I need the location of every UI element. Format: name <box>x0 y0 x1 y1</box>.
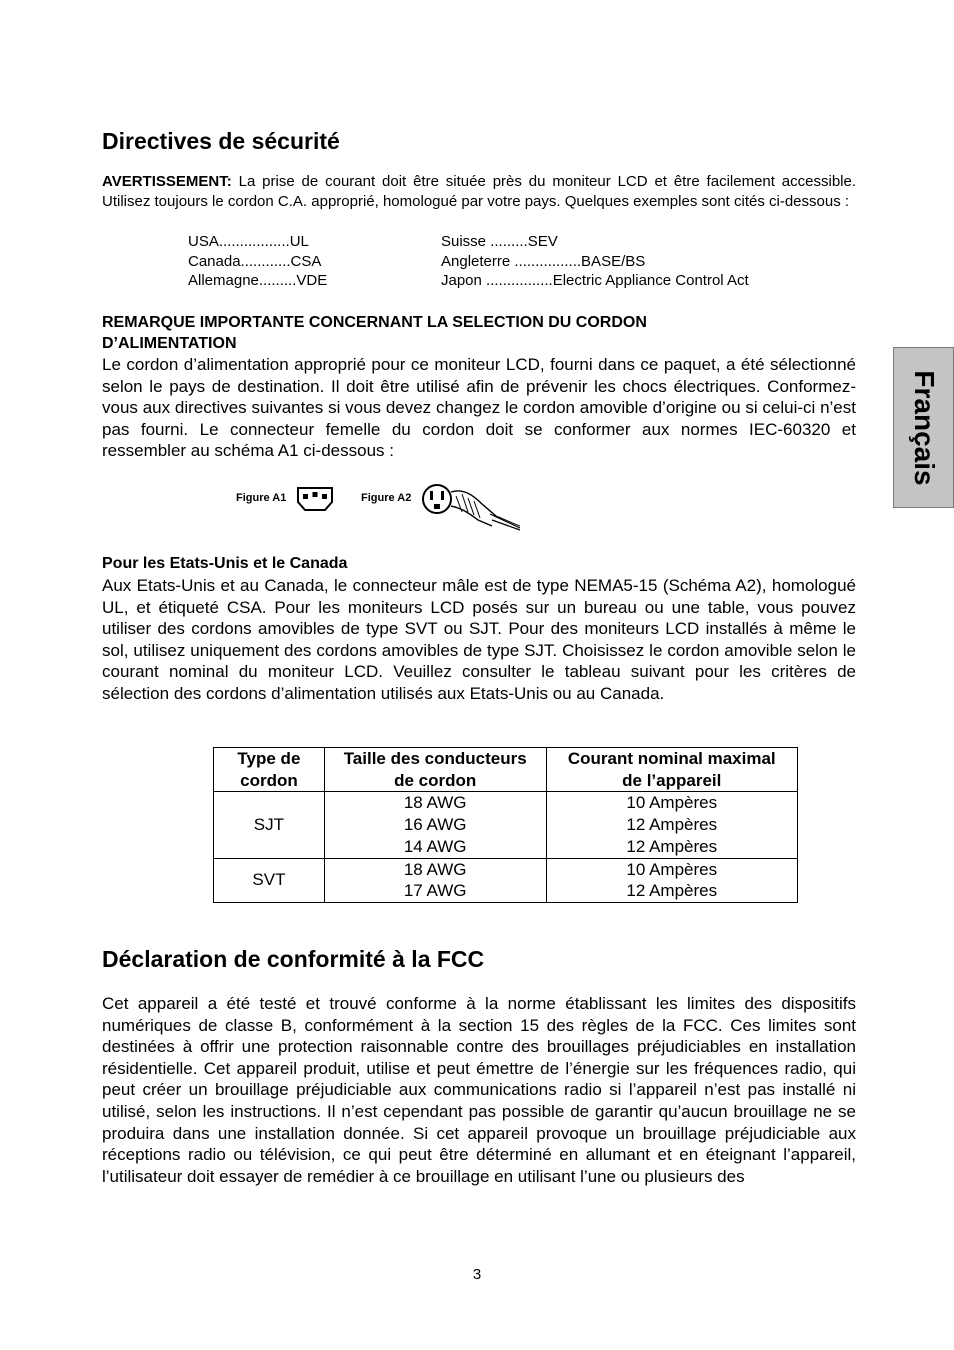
header-cord-type: Type de cordon <box>214 748 325 792</box>
cord-selection-table <box>213 747 798 903</box>
conductor-size-cell: 18 AWG 16 AWG 14 AWG <box>324 792 546 858</box>
figure-a2-label: Figure A2 <box>361 492 412 504</box>
usa-heading: Pour les Etats-Unis et le Canada <box>102 555 348 572</box>
warning-text: La prise de courant doit être située près du moniteur LCD et être facilement accessible. Utilisez toujours le cordon C.A. approprié, homologué par votre pays. Quelques exemples sont cités ci-dessous : <box>102 173 856 210</box>
language-tab-label: Français <box>908 369 940 486</box>
country-germany: Allemagne.........VDE <box>188 272 328 289</box>
table-row <box>214 792 798 858</box>
usa-paragraph: Aux Etats-Unis et au Canada, le connecteur mâle est de type NEMA5-15 (Schéma A2), homologué UL, et étiqueté CSA. Pour les moniteurs LCD posés sur un bureau ou une table, vous pouvez utiliser des cordons amovibles de type SVT ou SJT. Pour des moniteurs LCD installés à même le sol, utilisez uniquement des cordons amovibles de type SJT. Choisissez le cordon amovible selon le courant nominal du moniteur LCD. Veuillez consulter le tableau suivant pour les critères de sélection des cordons d’alimentation utilisés aux Etats-Unis ou au Canada. <box>102 576 856 703</box>
current-rating-cell: 10 Ampères 12 Ampères <box>546 858 798 902</box>
country-switzerland: Suisse .........SEV <box>441 233 558 250</box>
figure-a1-label: Figure A1 <box>236 492 287 504</box>
conductor-size-cell: 18 AWG 17 AWG <box>324 858 546 902</box>
country-canada: Canada............CSA <box>188 253 322 270</box>
warning-paragraph <box>102 172 856 212</box>
country-usa: USA.................UL <box>188 233 309 250</box>
fcc-paragraph: Cet appareil a été testé et trouvé conforme à la norme établissant les limites des dispositifs numériques de classe B, conformément à la section 15 des règles de la FCC. Ces limites sont destinées à offrir une protection raisonnable contre des brouillages préjudiciables en installation résidentielle. Cet appareil produit, utilise et peut émettre de l’énergie sur les fréquences radio, qui peut créer un brouillage préjudiciable aux communications radio si l’appareil n’est pas installé ni utilisé, selon les instructions. Il n’est cependant pas possible de garantir qu’aucun brouillage ne se produira dans une installation donnée. Si cet appareil provoque un brouillage préjudiciable aux réceptions radio ou télévision, ce qui peut être déterminé en allumant et en éteignant l’appareil, l’utilisateur doit essayer de remédier à ce brouillage en utilisant l’une ou plusieurs des <box>102 994 856 1186</box>
language-tab <box>893 347 954 508</box>
remark-heading <box>102 312 647 354</box>
cord-type-cell: SVT <box>214 858 325 902</box>
table-header-row <box>214 748 798 792</box>
fcc-title: Déclaration de conformité à la FCC <box>102 946 485 972</box>
country-england: Angleterre ................BASE/BS <box>441 253 646 270</box>
remark-paragraph: Le cordon d’alimentation approprié pour ce moniteur LCD, fourni dans ce paquet, a été sélectionné selon le pays de destination. Il doit être utilisé afin de prévenir les chocs électriques. Conformez-vous aux directives suivantes si vous devez changez le cordon amovible d’origine ou si celui-ci n’est pas fourni. Le connecteur femelle du cordon doit se conformer aux normes IEC-60320 et ressembler au schéma A1 ci-dessous : <box>102 355 856 461</box>
nema-plug-icon <box>420 482 524 532</box>
header-max-current: Courant nominal maximal de l’appareil <box>546 748 798 792</box>
remark-heading-line2: D’ALIMENTATION <box>102 335 237 352</box>
safety-title: Directives de sécurité <box>102 128 340 154</box>
cord-type-cell: SJT <box>214 792 325 858</box>
page-number: 3 <box>472 1266 482 1283</box>
header-conductor-size: Taille des conducteurs de cordon <box>324 748 546 792</box>
iec-connector-icon <box>296 486 334 512</box>
table-row <box>214 858 798 902</box>
country-japan: Japon ................Electric Appliance Control Act <box>441 272 749 289</box>
warning-label: AVERTISSEMENT: <box>102 173 232 190</box>
remark-heading-line1: REMARQUE IMPORTANTE CONCERNANT LA SELECTION DU CORDON <box>102 314 647 331</box>
current-rating-cell: 10 Ampères 12 Ampères 12 Ampères <box>546 792 798 858</box>
